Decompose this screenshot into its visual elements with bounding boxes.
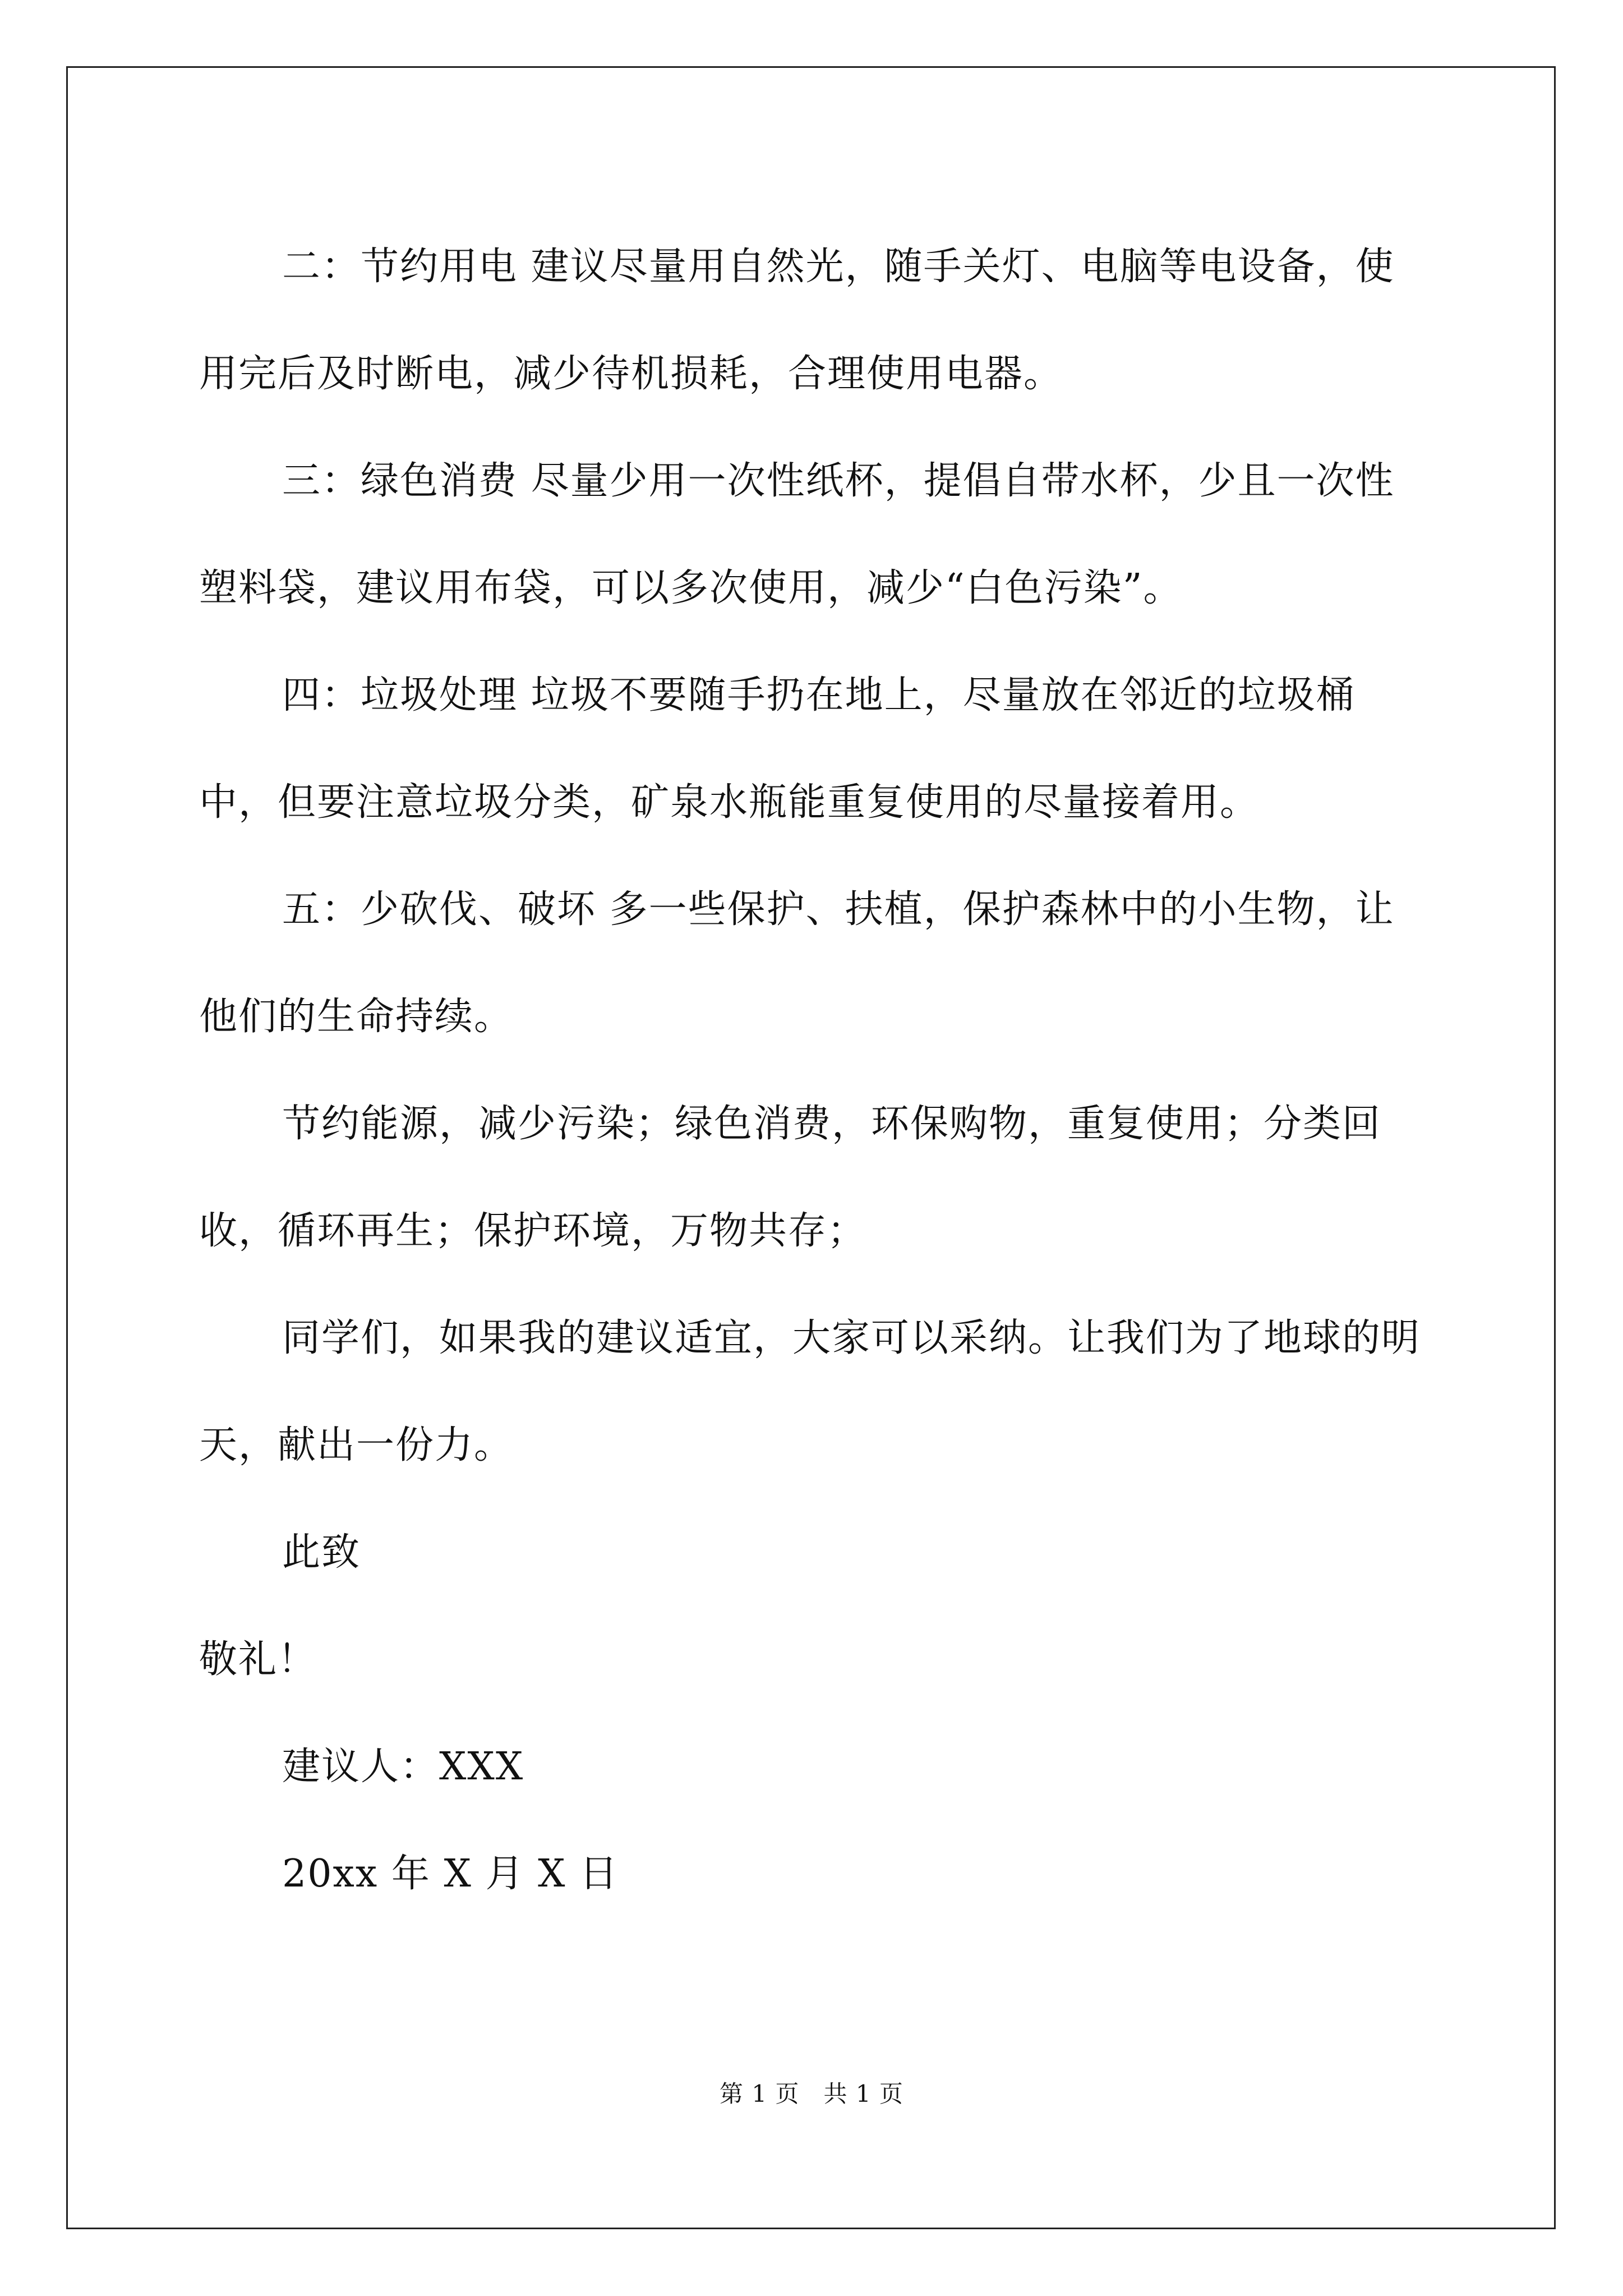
document-body <box>199 213 1433 1927</box>
page-footer: 第 1 页 共 1 页 <box>720 2080 903 2108</box>
paragraph-call-to-action: 同学们，如果我的建议适宜，大家可以采纳。让我们为了地球的明天，献出一份力。 <box>199 1316 1421 1467</box>
paragraph-protect-forest: 五：少砍伐、破坏 多一些保护、扶植，保护森林中的小生物，让他们的生命持续。 <box>199 887 1395 1039</box>
date-line: 20xx 年 X 月 X 日 <box>282 1852 619 1896</box>
paragraph-garbage-disposal: 四：垃圾处理 垃圾不要随手扔在地上，尽量放在邻近的垃圾桶中，但要注意垃圾分类，矿泉水瓶能重复使用的尽量接着用。 <box>199 673 1355 825</box>
closing-greeting: 此致 <box>282 1530 361 1575</box>
signer-line: 建议人：XXX <box>282 1745 524 1789</box>
closing-salute: 敬礼！ <box>199 1637 317 1682</box>
paragraph-green-consumption: 三：绿色消费 尽量少用一次性纸杯，提倡自带水杯，少且一次性塑料袋，建议用布袋，可以多次使用，减少“白色污染”。 <box>199 459 1395 610</box>
paragraph-slogan: 节约能源，减少污染；绿色消费，环保购物，重复使用；分类回收，循环再生；保护环境，万物共存； <box>199 1102 1382 1253</box>
paragraph-save-electricity: 二：节约用电 建议尽量用自然光，随手关灯、电脑等电设备，使用完后及时断电，减少待机损耗，合理使用电器。 <box>199 245 1395 396</box>
